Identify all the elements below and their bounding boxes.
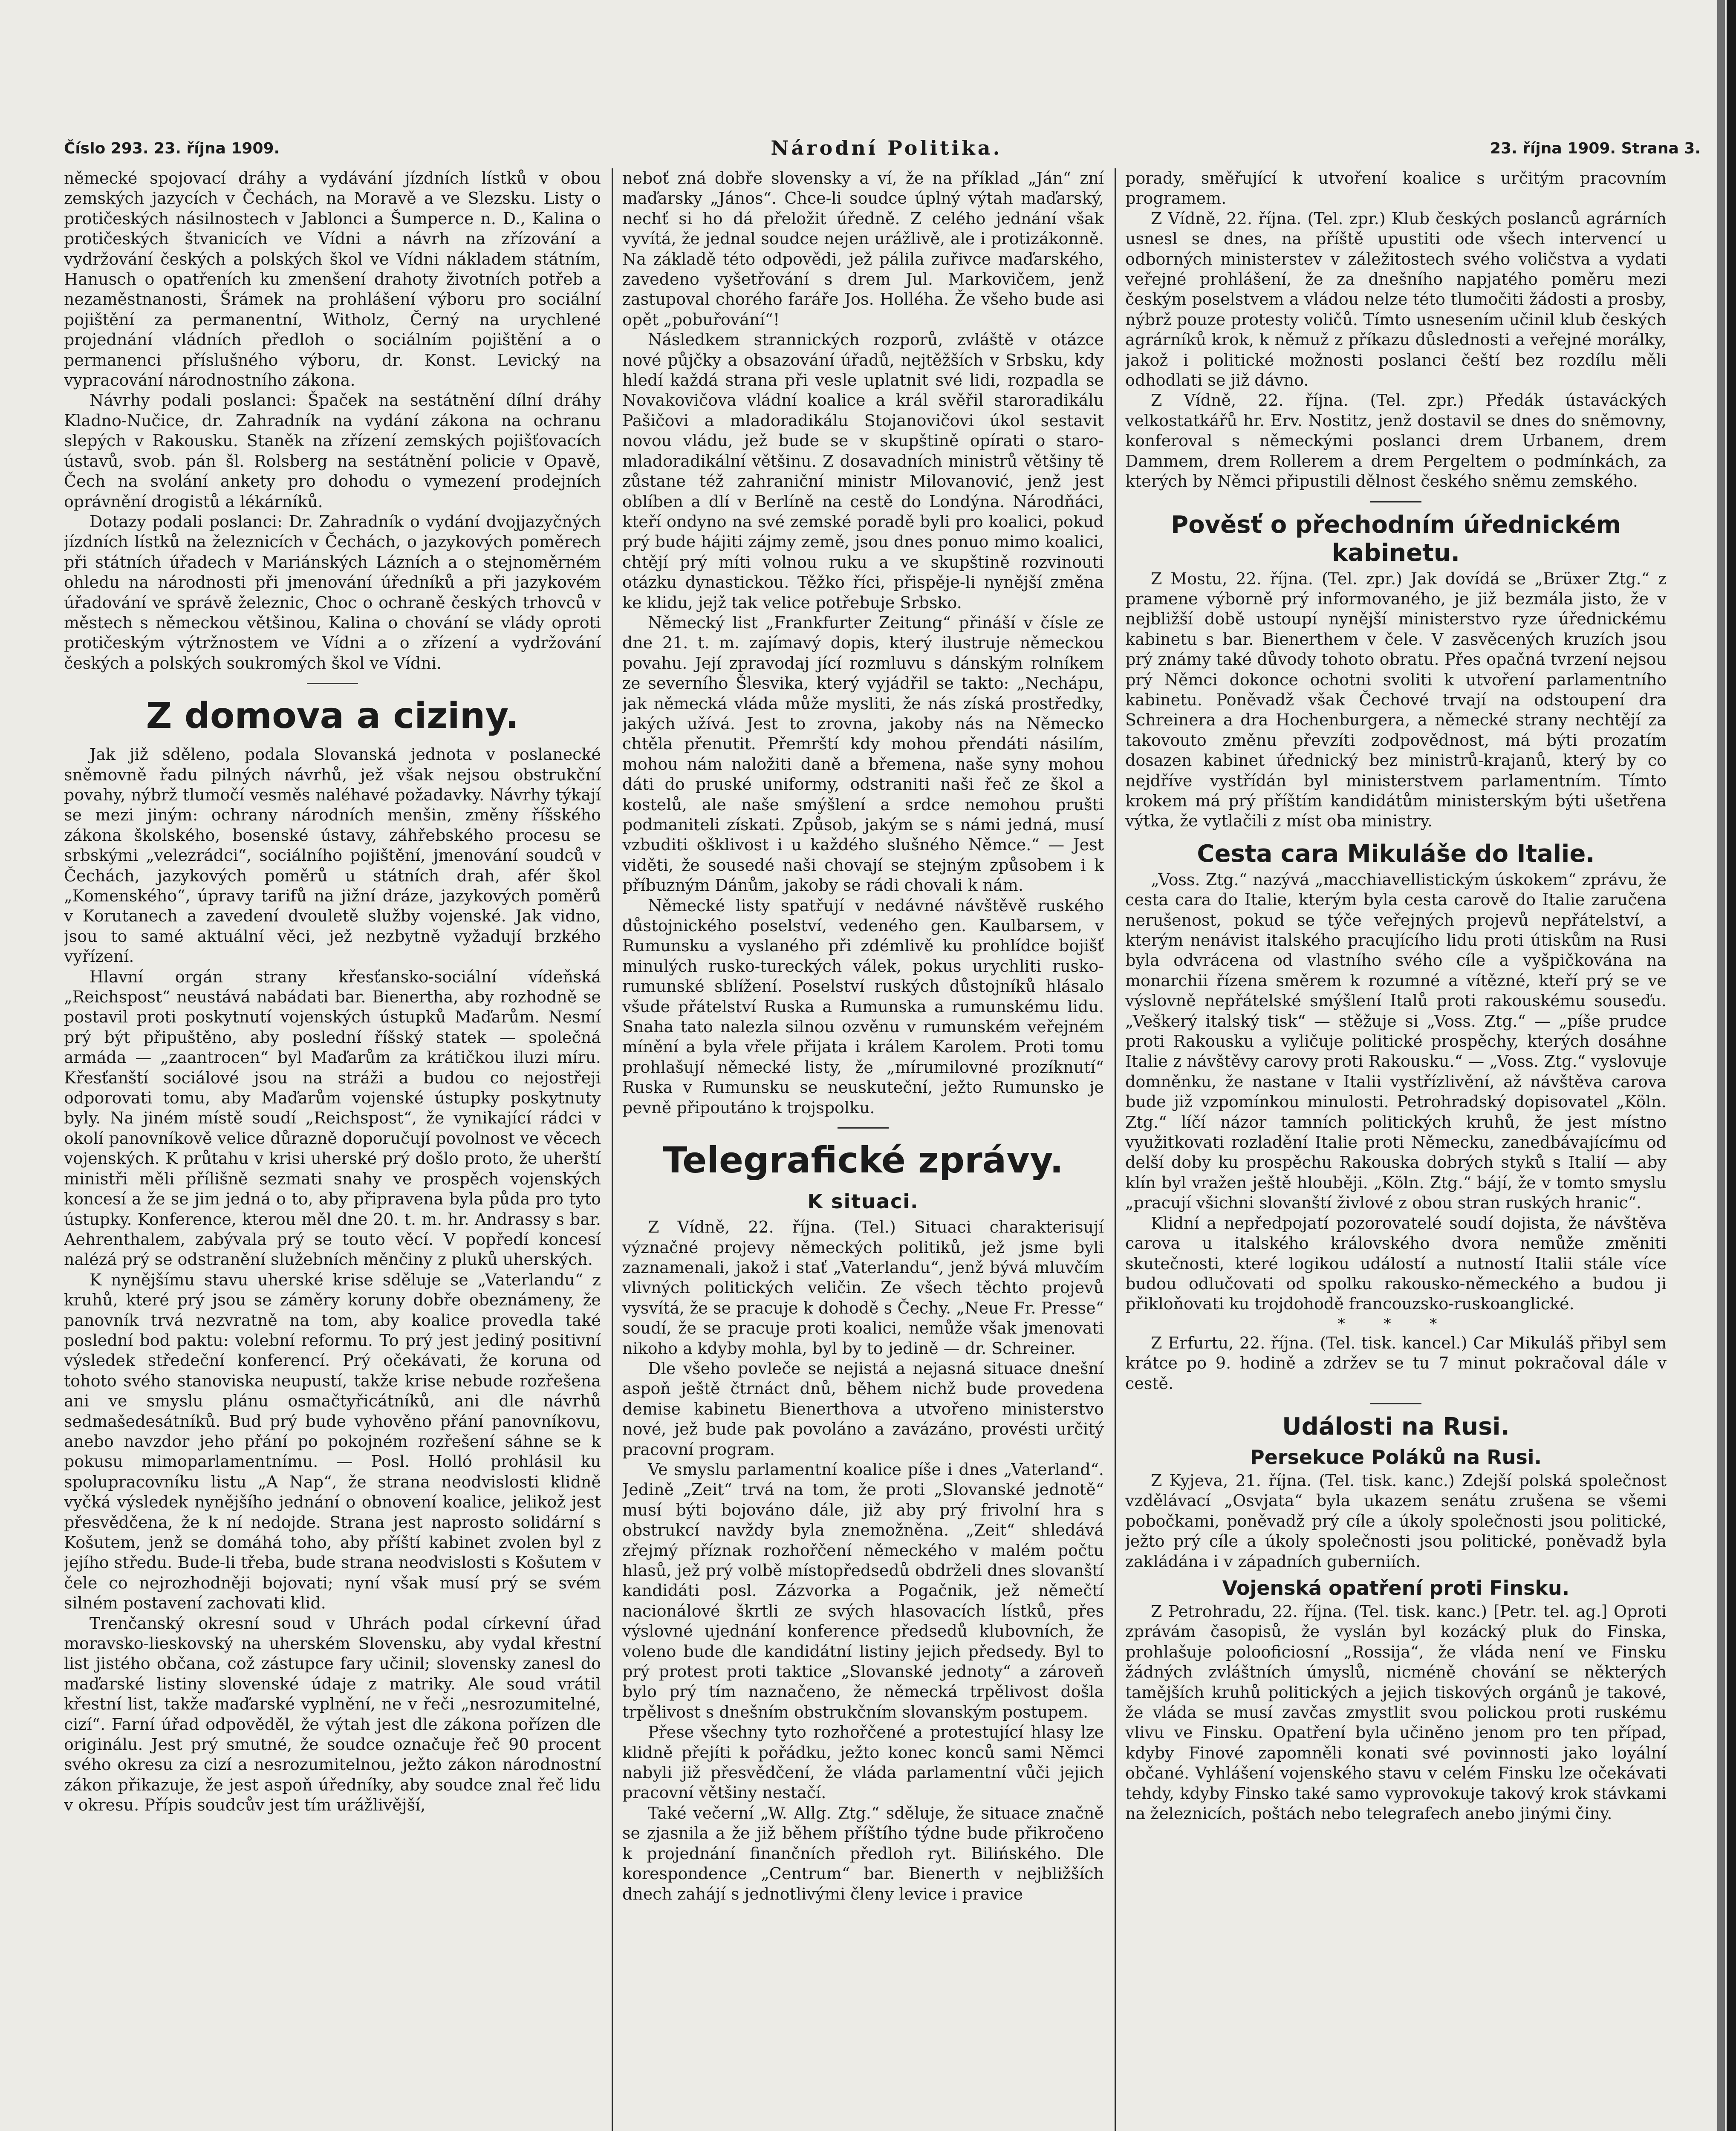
paragraph: Z Kyjeva, 21. října. (Tel. tisk. kanc.) Zdejší polská společnost vzdělávací „Osvjata“ byla ukazem senátu zrušena se všemi pobočkami, poněvadž prý cíle a úkoly společnosti jsou politické, ježto prý cíle a úkoly společnosti jsou politické, poněvadž byla zakládána i v západních guberniích. [1125, 1471, 1667, 1571]
section-heading: Telegrafické zprávy. [663, 1139, 1063, 1181]
column-1 [64, 168, 601, 2131]
header-page-number: 23. října 1909. Strana 3. [1490, 140, 1701, 157]
paragraph: Německé listy spatřují v nedávné návštěvě ruského důstojnického poselství, vedeného gen. Kaulbarsem, v Rumunsku a vyslaného při zdémlivě ku prohlídce bojišť minulých rusko-tureckých válek, pokus urychliti rusko-rumunské sblížení. Poselství ruských důstojníků hlásalo všude přátelství Ruska a Rumunska a rumunskému lidu. Snaha tato nalezla silnou ozvěnu v rumunském veřejném mínění a byla vřele přijata i králem Karolem. Proti tomu prohlašují německé listy, že „mírumilovné prozíknutí“ Ruska v Rumunsku se neuskuteční, ježto Rumunsko je pevně připoutáno k trojspolku. [622, 896, 1104, 1117]
paragraph: Jak již sděleno, podala Slovanská jednota v poslanecké sněmovně řadu pilných návrhů, jež však nejsou obstrukční povahy, nýbrž tlumočí vesměs naléhavé požadavky. Návrhy týkají se mezi jiným: ochrany národních menšin, změny říšského zákona školského, bosenské ústavy, záhřebského procesu se srbskými „velezrádci“, sociálního pojištění, jmenování soudců v Čechách, jazykových poměrů u státních drah, afér škol „Komenského“, úpravy tarifů na jižní dráze, jazykových poměrů v Korutanech a zavedení dvouletě služby vojenské. Jak vidno, jsou to samé aktuální věci, jež nezbytně vyžadují brzkého vyřízení. [64, 745, 601, 966]
paragraph: Z Vídně, 22. října. (Tel. zpr.) Klub českých poslanců agrárních usnesl se dnes, na příště upustiti ode všech intervencí u odborných ministerstev v záležitostech svého voličstva a vydati veřejné prohlášení, že za dnešního napjatého poměru mezi českým poselstvem a vládou nelze této tlumočiti žádosti a prosby, nýbrž pouze protesty voličů. Tímto usnesením učinil klub českých agrárníků krok, k němuž z příkazu důslednosti a veřejné morálky, jakož i politické možnosti poslanci čeští bez rozdílu měli odhodlati se již dávno. [1125, 209, 1667, 390]
section-divider [838, 1127, 889, 1129]
paragraph: Německý list „Frankfurter Zeitung“ přináší v čísle ze dne 21. t. m. zajímavý dopis, který ilustruje německou povahu. Její zpravodaj jící rozmluvu s dánským rolníkem ze severního Šlesvika, který vyjádřil se takto: „Nechápu, jak německá vláda může mysliti, že nás získá prostředky, jakých užívá. Jest to zrovna, jakoby nás na Německo chtěla přenutit. Přemrští kdy mohou přendáti násilím, mohou nám naložiti daně a břemena, naše syny mohou dáti do pruské uniformy, odstraniti naši řeč ze škol a kostelů, ale naše smýšlení a srdce nemohou prušti podmaniteli získati. Způsob, jakým se s námi jedná, musí vzbuditi ošklivost i u každého slušného Němce.“ — Jest viděti, že sousedé naši chovají se stejným způsobem i k příbuzným Dánům, jakoby se rádi chovali k nám. [622, 613, 1104, 895]
section-subheading: K situaci. [807, 1190, 919, 1213]
paragraph: K nynějšímu stavu uherské krise sděluje se „Vaterlandu“ z kruhů, které prý jsou se záměry koruny dobře obeznámeny, že panovník trvá nezvratně na tom, aby koalice provedla také poslední bod paktu: volební reformu. To prý jest jediný positivní výsledek středeční konferencí. Prý očekávati, že koruna od tohoto svého stanoviska neupustí, takže krise nebude rozřešena ani ve smyslu plánu osmačtyřicátníků, ani dle návrhů sedmašedesátníků. Bud prý bude vyhověno přání panovníkovu, anebo navzdor jeho přání po pokojném rozřešení sáhne se k pokusu mimoparlamentnímu. — Posl. Holló prohlásil ku spolupracovníku listu „A Nap“, že strana neodvislosti klidně vyčká výsledek nynějšího jednání o obnovení koalice, jelikož jest přesvědčena, že k ní nedojde. Strana jest naprosto solidární s Košutem, jenž se domáhá toho, aby příští kabinet zvolen byl z jejího středu. Bude-li třeba, bude strana neodvislosti s Košutem v čele co nejrozhodněji bojovati; nyní však musí prý se svém silném postavení zachovati klid. [64, 1270, 601, 1613]
paragraph: porady, směřující k utvoření koalice s určitým pracovním programem. [1125, 169, 1667, 208]
paragraph: Z Vídně, 22. října. (Tel. zpr.) Předák ústaváckých velkostatkářů hr. Erv. Nostitz, jenž dostavil se dnes do sněmovny, konferoval s německými poslanci drem Urbanem, drem Dammem, drem Rollerem a drem Pergeltem o podmínkách, za kterých by Němci připustili dělnost českého sněmu zemského. [1125, 391, 1667, 491]
paragraph: Návrhy podali poslanci: Špaček na sestátnění dílní dráhy Kladno-Nučice, dr. Zahradník na vydání zákona na ochranu slepých v Rakousku. Staněk na zřízení zemských pojišťovacích ústavů, svob. pán šl. Rolsberg na sestátnění policie v Opavě, Čech na svolání ankety pro dohodu o vymezení prodejních oprávnění drogistů a lékárníků. [64, 391, 601, 511]
paragraph: Ve smyslu parlamentní koalice píše i dnes „Vaterland“. Jedině „Zeit“ trvá na tom, že proti „Slovanské jednotě“ musí býti bojováno dále, již aby prý frivolní hra s obstrukcí navždy byla znemožněna. „Zeit“ shledává zřejmý příznak rozhořčení německého v malém počtu hlasů, jež prý volbě místopředsedů obdrželi dnes slovanští kandidáti posl. Zázvorka a Pogačnik, jež němečtí nacionálové škrtli ze svých hlasovacích lístků, přes výslovné ujednání konference předsedů klubovních, že voleno bude dle kandidátní listiny jejich předsedy. Byl to prý protest proti taktice „Slovanské jednoty“ a zároveň bylo prý tím naznačeno, že německá trpělivost došla trpělivost s dnešním obstrukčním slovanským postupem. [622, 1460, 1104, 1721]
section-heading: Z domova a ciziny. [146, 695, 519, 737]
paragraph: Z Vídně, 22. října. (Tel.) Situaci charakterisují význačné projevy německých politiků, jež jsme byli zaznamenali, jakož i stať „Vaterlandu“, jenž bývá mluvčím vlivných politických veličin. Ze všech těchto projevů vysvítá, že se pracuje k dohodě s Čechy. „Neue Fr. Presse“ soudí, že se pracuje proti koalici, nemůže však jmenovati nikoho a kdyby mohla, byl by to jedině — dr. Schreiner. [622, 1218, 1104, 1358]
section-divider [1370, 501, 1421, 502]
paragraph: Z Petrohradu, 22. října. (Tel. tisk. kanc.) [Petr. tel. ag.] Oproti zprávám časopisů, že vyslán byl kozácký pluk do Finska, prohlašuje polooficiosní „Rossija“, že vláda není ve Finsku žádných zvláštních úmyslů, nicméně chování se některých tamějších kruhů politických a jejich tiskových orgánů je takové, že vláda se musí zavčas zmystlit svou polickou proti ruskému vlivu ve Finsku. Opatření byla učiněno jenom pro ten případ, kdyby Finové zapomněli konati své povinnosti jako loyální občané. Vyhlášení vojenského stavu v celém Finsku lze očekávati tehdy, kdyby Finsko také samo vyprovokuje takový krok stávkami na železnicích, poštách nebo telegrafech anebo jinými činy. [1125, 1602, 1667, 1823]
paragraph: Následkem strannických rozporů, zvláště v otázce nové půjčky a obsazování úřadů, nejtěžších v Srbsku, kdy hledí každá strana při vesle uplatnit své lidi, rozpadla se Novakovičova vládní koalice a král svěřil staroradikálu Pašičovi a mladoradikálu Stojanovičovi úkol sestavit novou vládu, jež bude se v skupštině opírati o staro- mladoradikální většinu. Z dosavadních ministrů většiny tě zůstane též zahraniční ministr Milovanović, jenž jest oblíben a dlí v Berlíně na cestě do Londýna. Národňáci, kteří ondyno na své zemské poradě byli pro koalici, pokud prý bude hájiti zájmy země, jsou dnes ponuo mimo koalici, chtějí prý míti volnou ruku a ve skupštině rozvinouti otázku dynastickou. Těžko říci, přispěje-li nynější změna ke klidu, jejž tak velice potřebuje Srbsko. [622, 330, 1104, 612]
paragraph: Přese všechny tyto rozhořčené a protestující hlasy lze klidně přejíti k pořádku, ježto konec konců sami Němci nabyli již přesvědčení, že vláda parlamentní vůči jejich pracovní většiny nestačí. [622, 1723, 1104, 1802]
scan-edge [1727, 0, 1736, 2131]
section-subheading: Vojenská opatření proti Finsku. [1222, 1576, 1570, 1600]
section-divider [307, 683, 358, 684]
paragraph: Také večerní „W. Allg. Ztg.“ sděluje, že situace značně se zjasnila a že již během příštího týdne bude přikročeno k projednání finančních předloh ryt. Bilińského. Dle korespondence „Centrum“ bar. Bienerth v nejbližších dnech zahájí s jednotlivými členy levice i pravice [622, 1803, 1104, 1903]
header-issue-date: Číslo 293. 23. října 1909. [64, 140, 280, 157]
newspaper-page [17, 0, 1724, 2131]
section-heading: Cesta cara Mikuláše do Italie. [1197, 840, 1595, 868]
paragraph: neboť zná dobře slovensky a ví, že na příklad „Ján“ zní maďarsky „János“. Chce-li soudce úplný výtah maďarský, nechť si ho dá přeložit úředně. Z celého jednání však vyvítá, že jednal soudce nejen urážlivě, ale i protizákonně. Na základě této odpovědi, jež pálila zuřivce maďarského, zavedeno vyšetřování s drem Jul. Markovičem, jenž zastupoval chorého faráře Jos. Holléha. Že všeho bude asi opět „pobuřování“! [622, 169, 1104, 329]
column-rule [612, 168, 613, 2131]
section-stars: * * * [1337, 1315, 1454, 1332]
page-header [64, 136, 1718, 166]
paragraph: Z Mostu, 22. října. (Tel. zpr.) Jak dovídá se „Brüxer Ztg.“ z pramene výborně prý informovaného, je již bezmála jisto, že v nejbližší době ustoupí nynější ministerstvo ryze úřednickému kabinetu s bar. Bienerthem v čele. V zasvěcených kruzích jsou prý známy také důvody tohoto obratu. Přes opačná tvrzení nejsou prý Němci dokonce ochotni svoliti k utvoření parlamentního kabinetu. Poněvadž však Čechové trvají na odstoupení dra Schreinera a dra Hochenburgera, a německé strany nechtějí za takovouto změnu převzíti zodpovědnost, má býti prozatím dosazen kabinet úřednický bez ministrů-krajanů, který by co nejdříve vystřídán byl ministerstvem parlamentním. Tímto krokem má prý příštím kandidátům ministerským býti ušetřena výtka, že vytlačili z míst oba ministry. [1125, 569, 1667, 831]
paragraph: Z Erfurtu, 22. října. (Tel. tisk. kancel.) Car Mikuláš přibyl sem krátce po 9. hodině a zdržev se tu 7 minut pokračoval dále v cestě. [1125, 1333, 1667, 1393]
paragraph: „Voss. Ztg.“ nazývá „macchiavellistickým úskokem“ zprávu, že cesta cara do Italie, kterým byla cesta carově do Italie zaručena nerušenost, pokud se týče veřejných projevů nepřátelství, a kterým nenávist italského pracujícího lidu proti útiskům na Rusi byla odvrácena od vlastního svého cíle a vyšpičkována na monarchii řízena směrem k rozumné a vítězné, kteří prý se ve výslovně nepřátelské smýšlení Italů proti rakouskému souseďu. „Veškerý italský tisk“ — stěžuje si „Voss. Ztg.“ — „píše prudce proti Rakousku a vyličuje politické prospěchy, kterých dosáhne Italie z návštěvy carovy proti Rakousku.“ — „Voss. Ztg.“ vyslovuje domněnku, že nastane v Italii vystřízlivění, až návštěva carova bude již vzpomínkou minulosti. Petrohradský dopisovatel „Köln. Ztg.“ líčí názor tamních politických kruhů, že jest místno využitkovati rozladění Italie proti Německu, zanedbávajícímu od delší doby ku prospěchu Rakouska dobrých styků s Italií — aby klín byl vražen ještě hlouběji. „Köln. Ztg.“ bájí, že v tomto smyslu „pracují všichni slovanští živlové z obou stran ruských hranic“. [1125, 870, 1667, 1213]
newspaper-title: Národní Politika. [771, 136, 1002, 159]
section-heading: Pověsť o přechodním úřednickém kabinetu. [1171, 511, 1621, 567]
section-subheading: Persekuce Poláků na Rusi. [1250, 1445, 1542, 1469]
paragraph: německé spojovací dráhy a vydávání jízdních lístků v obou zemských jazycích v Čechách, na Moravě a ve Slezsku. Listy o protičeských násilnostech v Jablonci a Šumperce n. D., Kalina o protičeských štvanicích ve Vídni a návrh na zřízování a vydržování českých a polských škol ve Vídni nákladem státním, Hanusch o opatřeních ku zmenšení drahoty životních potřeb a nezaměstnanosti, Šrámek na prohlášení výboru pro sociální pojištění za permanentní, Witholz, Černý na urychlené projednání vládních předloh o sociálním pojištění a o permanenci příslušného výboru, dr. Konst. Levický na vypracování národnostního zákona. [64, 169, 601, 390]
column-3 [1125, 168, 1667, 2131]
paragraph: Hlavní orgán strany křesťansko-sociální vídeňská „Reichspost“ neustává nabádati bar. Bienertha, aby rozhodně se postavil proti poskytnutí vojenských ústupků Maďarům. Nesmí prý být připuštěno, aby poslední říšský statek — společná armáda — „zaantrocen“ byl Maďarům za krátičkou iluzi míru. Křesťanští sociálové jsou na stráži a budou co nejostřeji odporovati tomu, aby Maďarům vojenské ústupky poskytnuty byly. Na jiném místě soudí „Reichspost“, že vynikající rádci v okolí panovníkově velice důrazně doporučují povolnost ve věcech vojenských. K průtahu v krisi uherské prý došlo proto, že uherští ministři měli přílišně sezmati snahy ve prospěch vojenských koncesí a že se jim jedná o to, aby připravena byla půda pro tyto ústupky. Konference, kterou měl dne 20. t. m. hr. Andrassy s bar. Aehrenthalem, zabývala prý se touto věcí. V popředí koncesí nalézá prý se odstranění služebních měnčiny z pluků uherských. [64, 967, 601, 1269]
paragraph: Dotazy podali poslanci: Dr. Zahradník o vydání dvojjazyčných jízdních lístků na železnicích v Čechách, o jazykových poměrech při státních úřadech v Mariánských Lázních a o stejnoměrném ohledu na národnosti při jmenování úředníků a při jazykovém úřadování ve správě železnic, Choc o ochraně českých trhovců v městech s německou většinou, Kalina o chování se vlády oproti protičeským výtržnostem ve Vídni a o zřízení a vydržování českých a polských soukromých škol ve Vídni. [64, 512, 601, 673]
paragraph: Dle všeho povleče se nejistá a nejasná situace dnešní aspoň ještě čtrnáct dnů, během nichž bude provedena demise kabinetu Bienerthova a utvořeno ministerstvo nové, jež bude pak povoláno a zavázáno, provésti určitý pracovní program. [622, 1359, 1104, 1459]
paragraph: Trenčanský okresní soud v Uhrách podal církevní úřad moravsko-lieskovský na uherském Slovensku, aby vydal křestní list jistého občana, což zástupce fary učinil; slovensky zanesl do maďarské listiny slovenské údaje z matriky. Ale soud vrátil křestní list, takže maďarské vyplnění, ne v řeči „nesrozumitelné, cizí“. Farní úřad odpověděl, že výtah jest dle zákona pořízen dle originálu. Jest prý smutné, že soudce označuje řeč 90 procent svého okresu za cizí a nesrozumitelnou, ježto zákon národnostní zákon přikazuje, že jest aspoň úředníky, aby soudce znal řeč lidu v okresu. Přípis soudcův jest tím urážlivější, [64, 1614, 601, 1815]
column-rule [1115, 168, 1116, 2131]
paragraph: Klidní a nepředpojatí pozorovatelé soudí dojista, že návštěva carova u italského královského dvora nemůže změniti skutečnosti, které logikou událostí a nutností Italii stále více budou odlučovati od spolku rakousko-německého a budou ji přikloňovati ku trojdohodě francouzsko-ruskoanglické. [1125, 1213, 1667, 1314]
section-heading: Události na Rusi. [1282, 1412, 1510, 1441]
section-divider [1370, 1403, 1421, 1404]
column-2 [622, 168, 1104, 2131]
